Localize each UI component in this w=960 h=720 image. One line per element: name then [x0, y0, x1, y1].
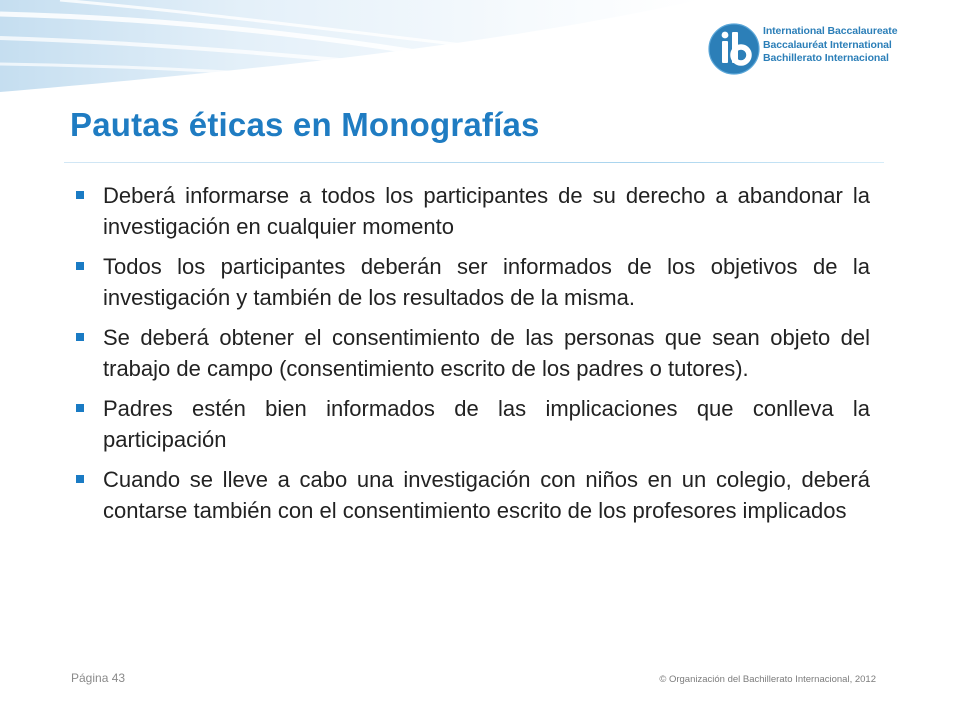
page-number: Página 43: [71, 671, 126, 685]
square-bullet-icon: [76, 404, 84, 412]
bullet-item: [70, 251, 870, 313]
bullet-text: Se deberá obtener el consentimiento de las personas que sean objeto del trabajo de campo (consentimiento escrito de los padres o tutores).: [103, 325, 870, 381]
bullet-text: Deberá informarse a todos los participantes de su derecho a abandonar la investigación en cualquier momento: [103, 183, 870, 239]
slide-title: Pautas éticas en Monografías: [70, 106, 540, 143]
bullet-item: [70, 180, 870, 242]
bullet-text: Todos los participantes deberán ser informados de los objetivos de la investigación y también de los resultados de la misma.: [103, 254, 870, 310]
square-bullet-icon: [76, 333, 84, 341]
square-bullet-icon: [76, 475, 84, 483]
bullet-list: [70, 180, 870, 535]
copyright-notice: © Organización del Bachillerato Internacional, 2012: [659, 674, 876, 685]
bullet-item: [70, 464, 870, 526]
bullet-text: Cuando se lleve a cabo una investigación con niños en un colegio, deberá contarse también con el consentimiento escrito de los profesores implicados: [103, 467, 870, 523]
bullet-item: [70, 322, 870, 384]
ib-logo-line-2: Baccalauréat International: [763, 38, 892, 51]
square-bullet-icon: [76, 191, 84, 199]
title-divider: [64, 162, 884, 163]
ib-logo-line-3: Bachillerato Internacional: [763, 52, 889, 64]
ib-logo-wordmark: [763, 25, 955, 66]
ib-logo: [708, 18, 958, 78]
ib-logo-icon: [708, 18, 760, 78]
square-bullet-icon: [76, 262, 84, 270]
bullet-item: [70, 393, 870, 455]
ib-logo-line-1: International Baccalaureate: [763, 25, 898, 37]
bullet-text: Padres estén bien informados de las implicaciones que conlleva la participación: [103, 396, 870, 452]
